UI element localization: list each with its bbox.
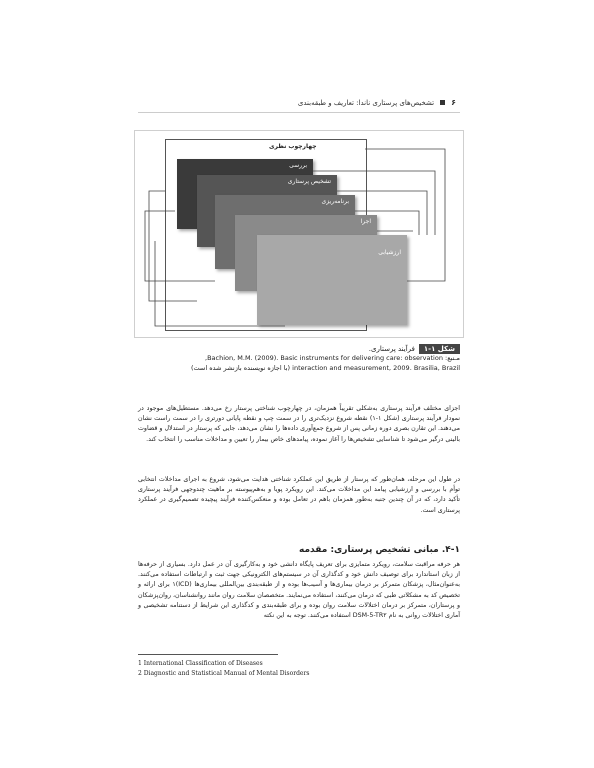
panel-assessment: بررسی (177, 159, 313, 229)
paragraph-1: اجزای مختلف فرآیند پرستاری به‌شکلی تقریباً همزمان، در چهارچوب شناختی پرستار رخ می‌دهد. مستطیل‌های موجود در نمودار فرآیند پرستاری (شکل ۱-۱) نقطه شروع نزدیک‌تری را در سمت چپ و نقطه پایانی دورتری را در سمت راست نشان می‌دهند. این تقارن بصری دوره زمانی پس از شروع جمع‌آوری داده‌ها را نشان می‌دهد، جایی که پرستار در استدلال و قضاوت بالینی درگیر می‌شود تا شناسایی تشخیص‌ها را آغاز نموده، پیامدهای خاص بیمار را تعیین و مداخلات مناسب را انتخاب کند. (138, 405, 460, 443)
running-header (298, 98, 456, 107)
paragraph-2: در طول این مرحله، همان‌طور که پرستار از طریق این عملکرد شناختی هدایت می‌شود، شروع به اجرای مداخلات انتخابی توأم با بررسی و ارزشیابی پیامد این مداخلات می‌کند. این رویکرد پویا و به‌هم‌پیوسته بر ماهیت چندوجهی فرآیند پرستاری تأکید دارد، که در آن چندین جنبه به‌طور همزمان با‌هم در تعامل بوده و منعکس‌کننده فرآیند پیچیده تصمیم‌گیری در عملکرد پرستاری است. (138, 476, 460, 514)
running-title: تشخیص‌های پرستاری ناندا: تعاریف و طبقه‌بندی (297, 98, 435, 107)
page-number: ۶ (451, 98, 456, 107)
source-line-2: interaction and measurement, 2009. Brasilia, Brazil (با اجازه نویسنده بازنشر شده است) (190, 363, 460, 372)
panel-evaluation: ارزشیابی (257, 235, 407, 325)
header-square-icon (440, 100, 445, 105)
panel-implementation: اجرا (235, 215, 377, 291)
figure-number-badge: شکل ۱-۱ (419, 344, 460, 354)
footnote-1: 1 International Classification of Diseases (138, 660, 263, 667)
process-arrows (135, 131, 463, 337)
footnote-rule (138, 654, 278, 655)
figure-source (130, 354, 460, 373)
figure-caption (369, 344, 460, 354)
panel-nursing-diagnosis: تشخیص پرستاری (197, 175, 337, 247)
section-body: هر حرفه مراقبت سلامت، رویکرد متمایزی برای تعریف پایگاه دانشی خود و به‌کارگیری آن در عمل دارد. بسیاری از حرفه‌ها از زبان استاندارد برای توصیف دانش خود و کدگذاری آن در سیستم‌های الکترونیکی جهت ثبت و ارتباطات استفاده می‌کنند. به‌عنوان‌مثال، پزشکان متمرکز بر درمان بیماری‌ها و آسیب‌ها بوده و از طبقه‌بندی بین‌المللی بیماری‌ها (ICD)۱ برای ارائه و تخصیص کد به مشکلاتی طبی که درمان می‌کنند، استفاده می‌نمایند. متخصصان سلامت روان مانند روانشناسان، روان‌پزشکان و پرستاران، متمرکز بر درمان اختلالات سلامت روان بوده و برای طبقه‌بندی و کدگذاری این شرایط از دستنامه تشخیصی و آماری اختلالات روانی به نام DSM-5-TR۲ استفاده می‌کنند. توجه به این نکته (138, 561, 460, 620)
footnote-2: 2 Diagnostic and Statistical Manual of Mental Disorders (138, 670, 310, 677)
panel-planning: برنامه‌ریزی (215, 195, 355, 269)
section-heading: ۴-۱. مبانی تشخیص پرستاری: مقدمه (299, 545, 460, 555)
source-line-1: مـنبع: Bachion, M.M. (2009). Basic instruments for delivering care: observation, (205, 354, 460, 362)
nursing-process-figure (134, 130, 464, 338)
theoretical-framework-label: چهارچوب نظری (269, 143, 317, 150)
header-rule (138, 112, 460, 113)
figure-title: فرآیند پرستاری. (368, 345, 415, 353)
